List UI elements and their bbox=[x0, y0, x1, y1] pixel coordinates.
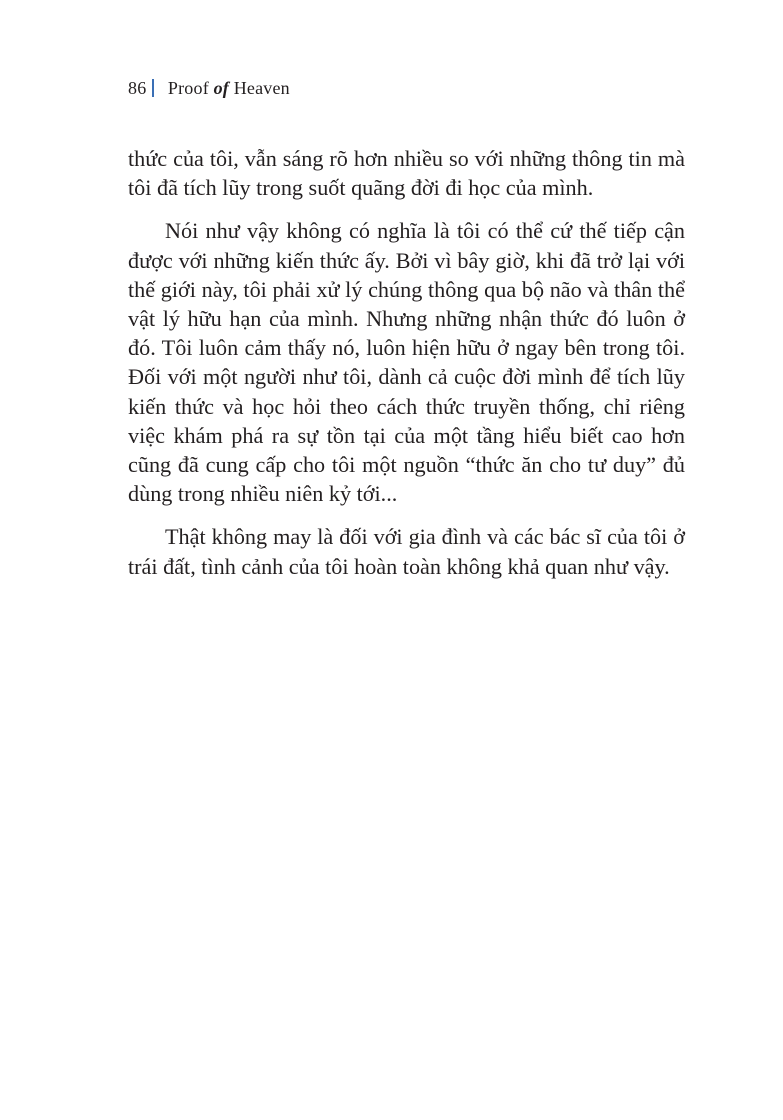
paragraph-3: Thật không may là đối với gia đình và các bác sĩ của tôi ở trái đất, tình cảnh của tôi hoàn toàn không khả quan như vậy. bbox=[128, 524, 685, 579]
paragraph-2: Nói như vậy không có nghĩa là tôi có thể cứ thế tiếp cận được với những kiến thức ấy. Bởi vì bây giờ, khi đã trở lại với thế giới này, tôi phải xử lý chúng thông qua bộ não và thân thể vật lý hữu hạn của mình. Nhưng những nhận thức đó luôn ở đó. Tôi luôn cảm thấy nó, luôn hiện hữu ở ngay bên trong tôi. Đối với một người như tôi, dành cả cuộc đời mình để tích lũy kiến thức và học hỏi theo cách thức truyền thống, chỉ riêng việc khám phá ra sự tồn tại của một tầng hiểu biết cao hơn cũng đã cung cấp cho tôi một nguồn “thức ăn cho tư duy” đủ dùng trong nhiều niên kỷ tới... bbox=[128, 218, 685, 507]
paragraph-1: thức của tôi, vẫn sáng rõ hơn nhiều so với những thông tin mà tôi đã tích lũy trong suốt quãng đời đi học của mình. bbox=[128, 146, 685, 201]
running-header bbox=[128, 76, 290, 100]
book-title-italic: of bbox=[213, 78, 230, 98]
book-title bbox=[168, 78, 290, 98]
book-title-part1: Proof bbox=[167, 78, 214, 98]
page-number: 86 bbox=[128, 78, 147, 98]
body-text bbox=[128, 144, 685, 595]
header-divider bbox=[152, 79, 154, 97]
book-title-part2: Heaven bbox=[229, 78, 290, 98]
